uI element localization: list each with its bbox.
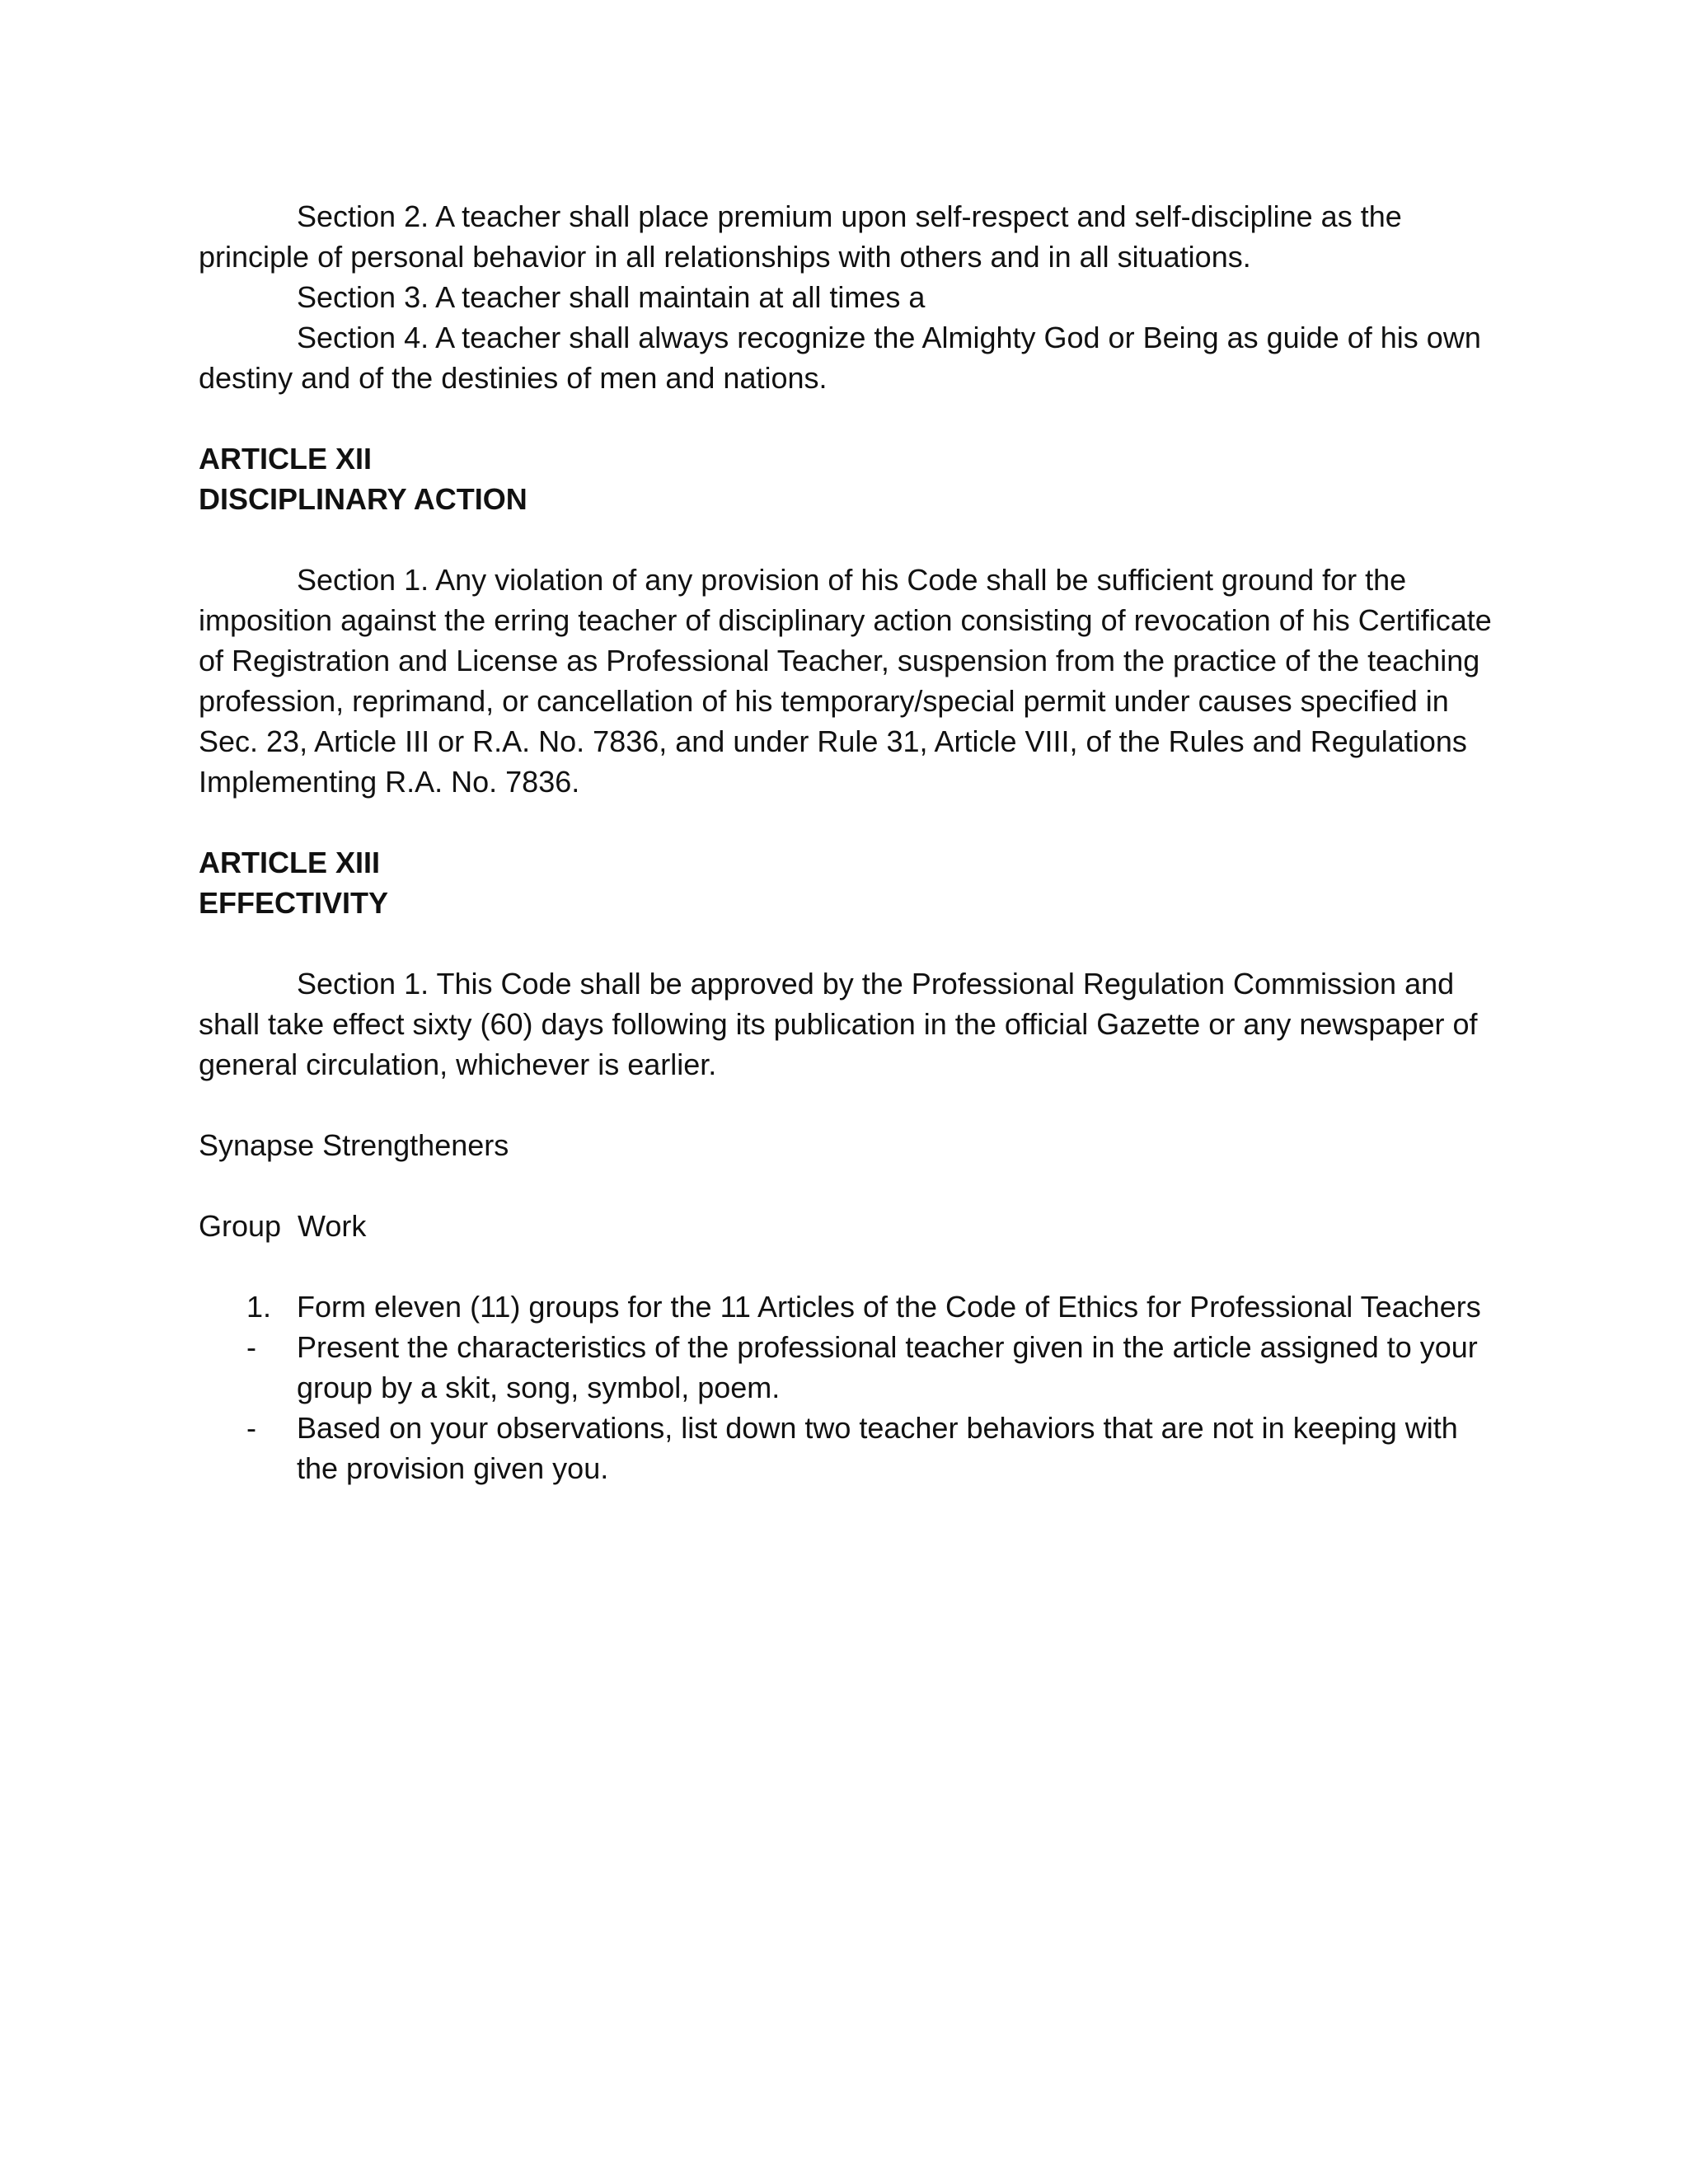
article-xiii-title: EFFECTIVITY: [199, 886, 389, 920]
spacer: [199, 398, 1497, 438]
task-list: [199, 1286, 1497, 1488]
spacer: [199, 802, 1497, 842]
article-xi-section-2: Section 2. A teacher shall place premium upon self-respect and self-discipline as the principle of personal behavior in all relationships with others and in all situations.: [199, 199, 1402, 274]
article-xii-number: ARTICLE XII: [199, 442, 373, 476]
list-item: [199, 1286, 1497, 1327]
list-item-text: Based on your observations, list down two teacher behaviors that are not in keeping with the provision given you.: [297, 1411, 1458, 1485]
list-item: [199, 1408, 1497, 1488]
spacer: [199, 1165, 1497, 1206]
spacer: [199, 1085, 1497, 1125]
article-xii-section-1: Section 1. Any violation of any provision of his Code shall be sufficient ground for the imposition against the erring teacher of disciplinary action consisting of revocation of his Certificate of Registration and License as Professional Teacher, suspension from the practice of the teaching profession, reprimand, or cancellation of his temporary/special permit under causes specified in Sec. 23, Article III or R.A. No. 7836, and under Rule 31, Article VIII, of the Rules and Regulations Implementing R.A. No. 7836.: [199, 563, 1492, 799]
spacer: [199, 1246, 1497, 1286]
group-work-label: Group Work: [199, 1209, 367, 1243]
synapse-strengtheners-label: Synapse Strengtheners: [199, 1128, 509, 1162]
list-item-text: Present the characteristics of the professional teacher given in the article assigned to your group by a skit, song, symbol, poem.: [297, 1330, 1478, 1404]
article-xiii-section-1: Section 1. This Code shall be approved by the Professional Regulation Commission and shall take effect sixty (60) days following its publication in the official Gazette or any newspaper of general circulation, whichever is earlier.: [199, 967, 1478, 1081]
article-xii-title: DISCIPLINARY ACTION: [199, 482, 528, 516]
page-content: [199, 196, 1497, 1488]
list-marker: 1.: [246, 1290, 272, 1324]
article-xi-section-4: Section 4. A teacher shall always recognize the Almighty God or Being as guide of his own destiny and of the destinies of men and nations.: [199, 321, 1481, 395]
list-marker: -: [246, 1411, 256, 1445]
list-marker: -: [246, 1330, 256, 1364]
spacer: [199, 923, 1497, 963]
list-item-text: Form eleven (11) groups for the 11 Articles of the Code of Ethics for Professional Teachers: [297, 1290, 1481, 1324]
spacer: [199, 519, 1497, 560]
article-xi-section-3: Section 3. A teacher shall maintain at all times a: [297, 280, 926, 314]
list-item: [199, 1327, 1497, 1408]
article-xiii-number: ARTICLE XIII: [199, 846, 381, 879]
